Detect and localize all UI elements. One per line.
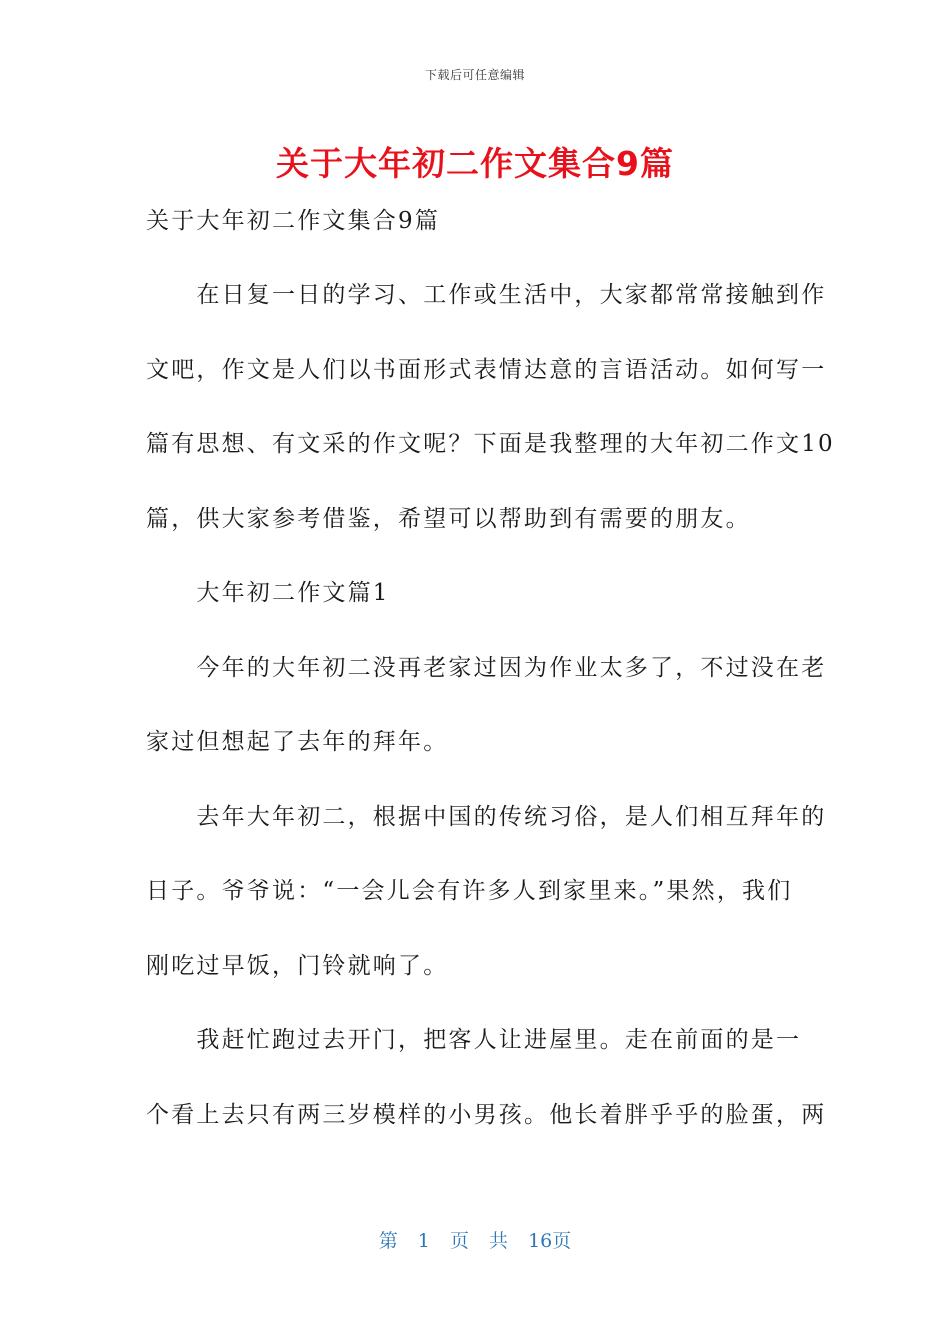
document-title: 关于大年初二作文集合9篇 <box>276 144 674 183</box>
footer-prefix: 第 <box>378 1230 398 1252</box>
paragraph-line: 篇有思想、有文采的作文呢？下面是我整理的大年初二作文10 <box>146 431 835 457</box>
paragraph-line: 文吧，作文是人们以书面形式表情达意的言语活动。如何写一 <box>146 357 827 383</box>
paragraph-line: 篇，供大家参考借鉴，希望可以帮助到有需要的朋友。 <box>146 506 751 532</box>
section-heading: 大年初二作文篇1 <box>146 580 390 606</box>
subtitle-line: 关于大年初二作文集合9篇 <box>146 208 441 234</box>
paragraph-line: 去年大年初二，根据中国的传统习俗，是人们相互拜年的 <box>146 804 827 830</box>
paragraph-line: 日子。爷爷说：“一会儿会有许多人到家里来。”果然，我们 <box>146 878 793 904</box>
paragraph-line: 今年的大年初二没再老家过因为作业太多了，不过没在老 <box>146 655 827 681</box>
footer-total-pages: 16页 <box>528 1230 572 1252</box>
page-footer <box>0 1226 950 1253</box>
footer-page-unit: 页 <box>449 1230 469 1252</box>
footer-page-number: 1 <box>417 1230 430 1252</box>
footer-total-prefix: 共 <box>489 1230 509 1252</box>
paragraph-line: 在日复一日的学习、工作或生活中，大家都常常接触到作 <box>146 282 827 308</box>
paragraph-line: 刚吃过早饭，门铃就响了。 <box>146 953 449 979</box>
header-note: 下载后可任意编辑 <box>424 68 525 82</box>
paragraph-line: 家过但想起了去年的拜年。 <box>146 729 449 755</box>
paragraph-line: 个看上去只有两三岁模样的小男孩。他长着胖乎乎的脸蛋，两 <box>146 1102 827 1128</box>
paragraph-line: 我赶忙跑过去开门，把客人让进屋里。走在前面的是一 <box>146 1027 802 1053</box>
